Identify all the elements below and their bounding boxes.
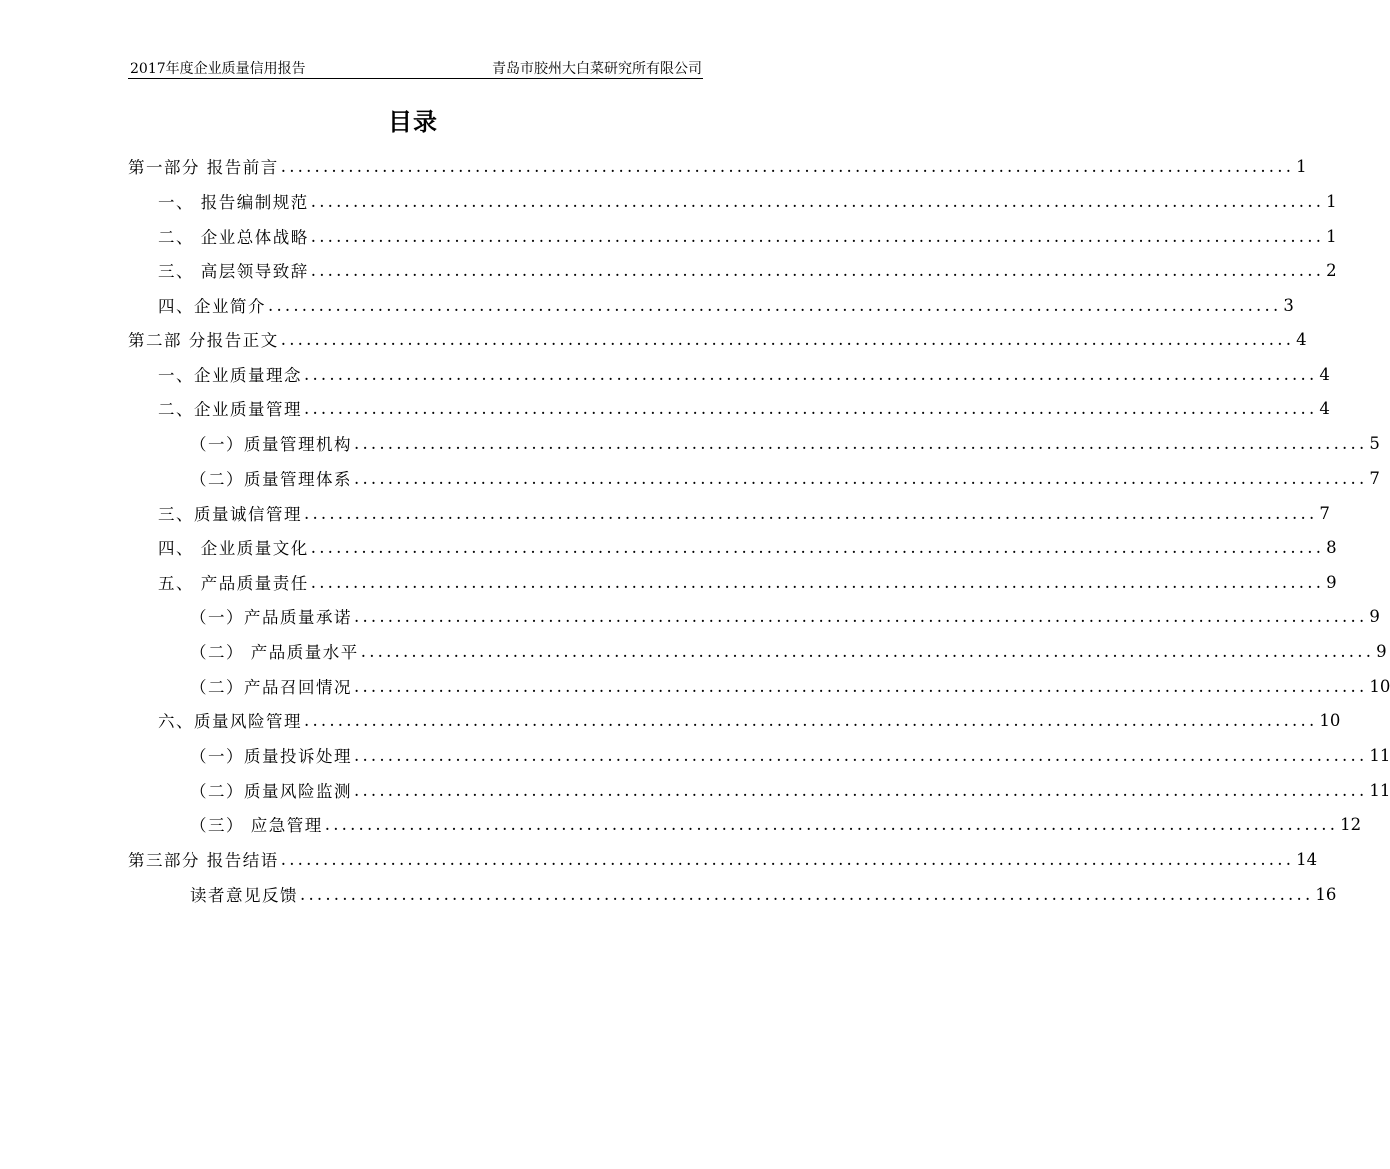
toc-entry-title: 六、质量风险管理: [158, 712, 302, 731]
toc-page-number: 12: [1340, 814, 1362, 834]
toc-dot-leader: ........................................................................................................................: [280, 156, 1295, 176]
toc-dot-leader: ........................................................................................................................: [304, 398, 1318, 418]
toc-entry[interactable]: [190, 462, 1380, 494]
toc-dot-leader: ........................................................................................................................: [280, 849, 1295, 869]
toc-page-number: 9: [1376, 641, 1387, 661]
toc-entry-title: （二） 产品质量水平: [190, 643, 359, 662]
toc-entry-title: （二）质量风险监测: [190, 782, 352, 801]
toc-page-number: 10: [1369, 676, 1390, 696]
toc-entry[interactable]: [158, 497, 1330, 529]
toc-entry[interactable]: [190, 670, 1390, 702]
toc-entry-title: 三、质量诚信管理: [158, 505, 302, 524]
toc-dot-leader: ........................................................................................................................: [310, 226, 1325, 246]
toc-entry-title: 四、企业简介: [158, 297, 266, 316]
toc-dot-leader: ........................................................................................................................: [354, 606, 1368, 626]
toc-entry[interactable]: [128, 150, 1307, 182]
toc-entry[interactable]: [128, 843, 1318, 875]
toc-dot-leader: ........................................................................................................................: [304, 364, 1318, 384]
toc-dot-leader: ........................................................................................................................: [280, 329, 1295, 349]
toc-entry-title: （一）产品质量承诺: [190, 608, 352, 627]
toc-entry[interactable]: [158, 289, 1294, 321]
toc-dot-leader: ........................................................................................................................: [354, 780, 1368, 800]
toc-page-number: 4: [1319, 398, 1330, 418]
toc-entry-title: （二）质量管理体系: [190, 470, 352, 489]
toc-entry-title: 一、 报告编制规范: [158, 193, 309, 212]
toc-dot-leader: ........................................................................................................................: [354, 468, 1368, 488]
toc-dot-leader: ........................................................................................................................: [360, 641, 1375, 661]
toc-entry[interactable]: [158, 531, 1337, 563]
toc-page-number: 1: [1296, 156, 1307, 176]
toc-dot-leader: ........................................................................................................................: [304, 710, 1318, 730]
toc-entry[interactable]: [158, 392, 1330, 424]
toc-entry-title: 第二部 分报告正文: [128, 331, 279, 350]
toc-entry-title: 四、 企业质量文化: [158, 539, 309, 558]
toc-dot-leader: ........................................................................................................................: [354, 745, 1368, 765]
page-header: [128, 60, 703, 79]
toc-page-number: 11: [1369, 780, 1390, 800]
toc-entry[interactable]: [190, 635, 1387, 667]
toc-entry[interactable]: [190, 878, 1337, 910]
toc-dot-leader: ........................................................................................................................: [324, 814, 1339, 834]
toc-page-number: 4: [1319, 364, 1330, 384]
toc-entry[interactable]: [190, 774, 1390, 806]
toc-dot-leader: ........................................................................................................................: [310, 191, 1325, 211]
toc-page-number: 9: [1369, 606, 1380, 626]
toc-dot-leader: ........................................................................................................................: [304, 503, 1318, 523]
toc-entry-title: （三） 应急管理: [190, 816, 323, 835]
toc-entry-title: 三、 高层领导致辞: [158, 262, 309, 281]
toc-entry-title: 第一部分 报告前言: [128, 158, 279, 177]
toc-page-number: 10: [1319, 710, 1341, 730]
page-title: 目录: [388, 107, 438, 136]
header-report-title: 2017年度企业质量信用报告: [130, 61, 306, 77]
toc-entry-title: （一）质量管理机构: [190, 435, 352, 454]
toc-page-number: 5: [1369, 433, 1380, 453]
toc-entry[interactable]: [190, 600, 1380, 632]
toc-entry[interactable]: [158, 254, 1337, 286]
toc-entry-title: （一）质量投诉处理: [190, 747, 352, 766]
toc-entry-title: 五、 产品质量责任: [158, 574, 309, 593]
toc-page-number: 11: [1369, 745, 1390, 765]
toc-dot-leader: ........................................................................................................................: [310, 260, 1325, 280]
toc-dot-leader: ........................................................................................................................: [354, 676, 1368, 696]
toc-page-number: 14: [1296, 849, 1318, 869]
toc-entry-title: 二、 企业总体战略: [158, 228, 309, 247]
toc-entry[interactable]: [158, 566, 1337, 598]
toc-page-number: 7: [1319, 503, 1330, 523]
toc-page-number: 4: [1296, 329, 1307, 349]
toc-page-number: 1: [1326, 191, 1337, 211]
toc-entry[interactable]: [158, 220, 1337, 252]
toc-entry-title: 第三部分 报告结语: [128, 851, 279, 870]
toc-dot-leader: ........................................................................................................................: [354, 433, 1368, 453]
toc-dot-leader: ........................................................................................................................: [310, 572, 1325, 592]
toc-entry[interactable]: [158, 704, 1341, 736]
toc-page-number: 16: [1315, 884, 1337, 904]
toc-page-number: 1: [1326, 226, 1337, 246]
toc-dot-leader: ........................................................................................................................: [300, 884, 1314, 904]
toc-dot-leader: ........................................................................................................................: [310, 537, 1325, 557]
toc-entry[interactable]: [190, 808, 1362, 840]
toc-dot-leader: ........................................................................................................................: [268, 295, 1282, 315]
toc-entry[interactable]: [190, 427, 1380, 459]
toc-entry[interactable]: [128, 323, 1307, 355]
toc-entry-title: 二、企业质量管理: [158, 400, 302, 419]
toc-entry[interactable]: [158, 185, 1337, 217]
toc-page-number: 8: [1326, 537, 1337, 557]
toc-entry-title: 读者意见反馈: [190, 886, 298, 905]
toc-entry[interactable]: [190, 739, 1390, 771]
toc-entry-title: （二）产品召回情况: [190, 678, 352, 697]
toc-page-number: 3: [1283, 295, 1294, 315]
header-company-name: 青岛市胶州大白菜研究所有限公司: [492, 61, 702, 77]
toc-entry[interactable]: [158, 358, 1330, 390]
toc-page-number: 2: [1326, 260, 1337, 280]
toc-page-number: 9: [1326, 572, 1337, 592]
toc-entry-title: 一、企业质量理念: [158, 366, 302, 385]
toc-page-number: 7: [1369, 468, 1380, 488]
